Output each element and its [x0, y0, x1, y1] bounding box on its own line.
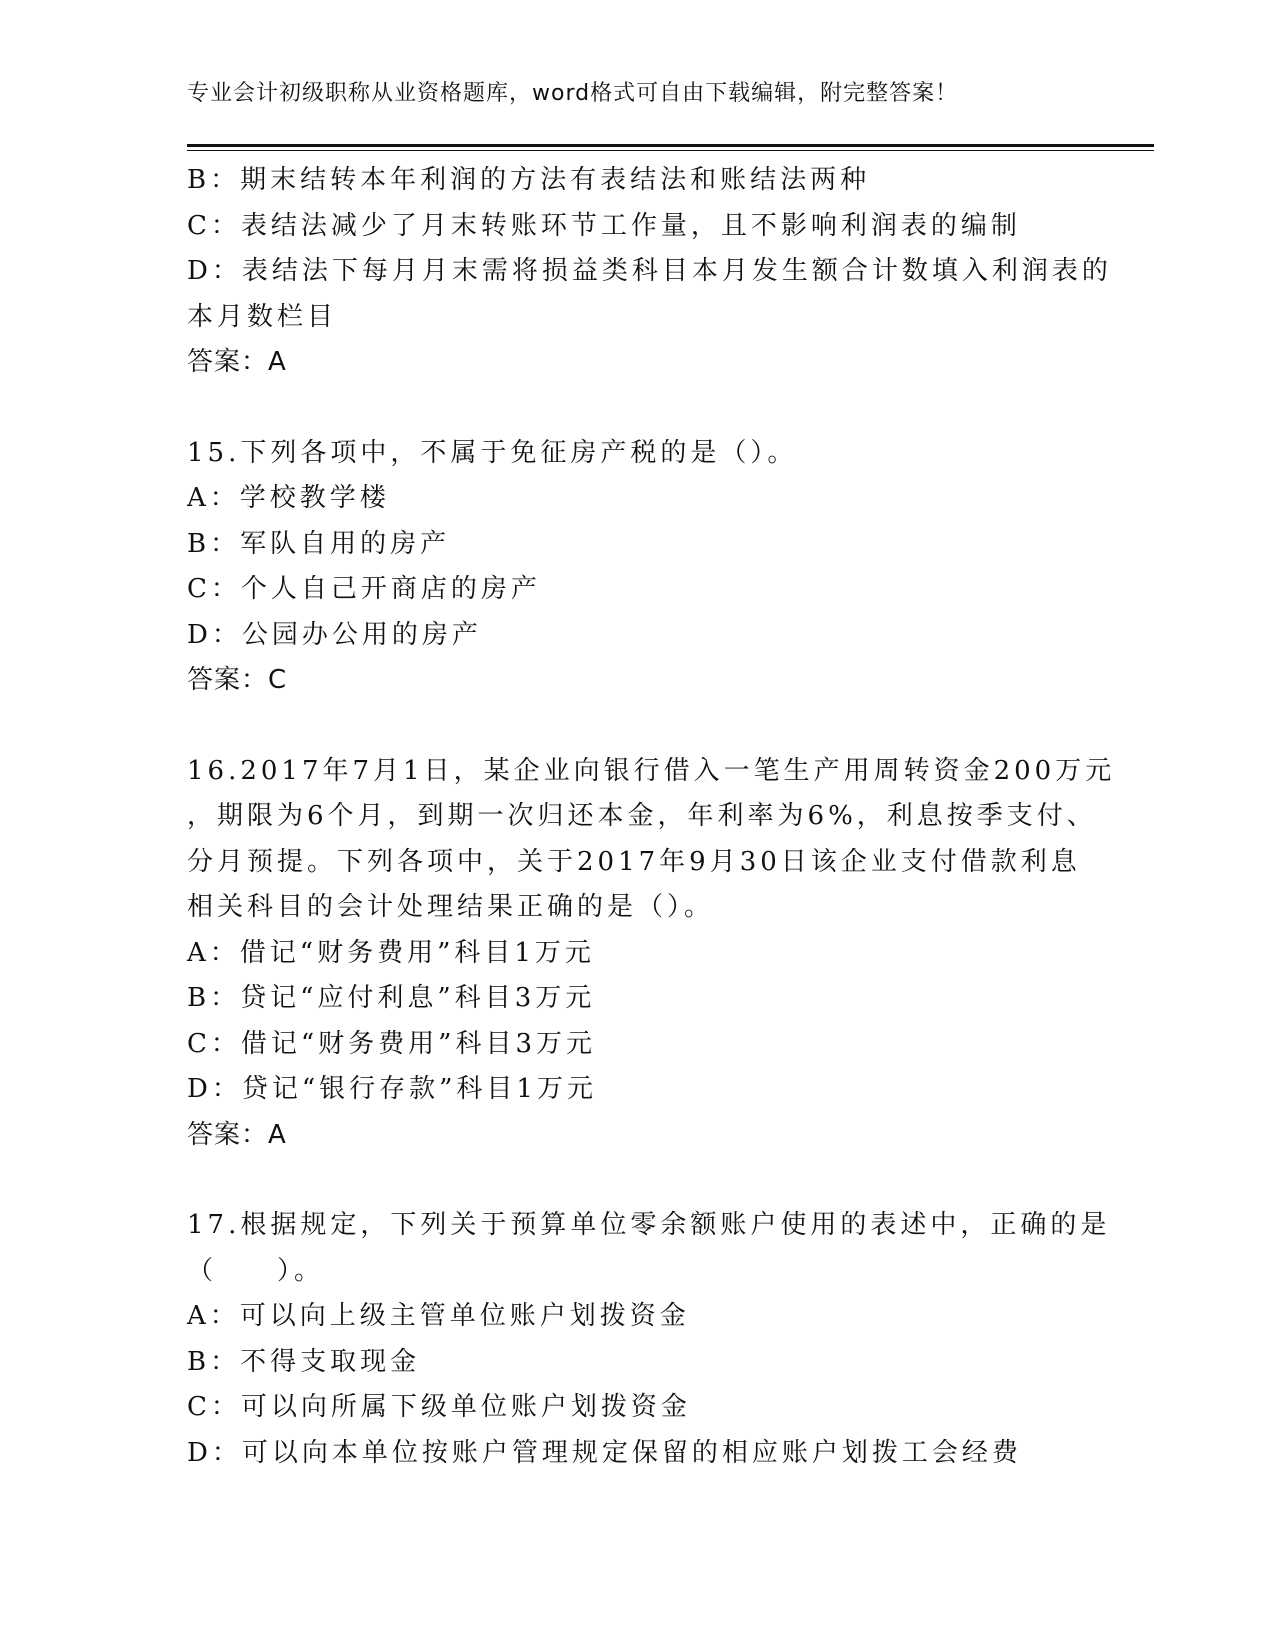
header-rule-thick [187, 144, 1154, 147]
option-b: B：不得支取现金 [187, 1346, 421, 1377]
question-text-continued: ，期限为6个月，到期一次归还本金，年利率为6%，利息按季支付、 [187, 801, 1097, 831]
option-d-continued: 本月数栏目 [187, 301, 338, 332]
question-text-continued: 相关科目的会计处理结果正确的是（）。 [187, 892, 715, 922]
question-text: 16.2017年7月1日，某企业向银行借入一笔生产用周转资金200万元 [187, 755, 1116, 786]
option-a: A：可以向上级主管单位账户划拨资金 [187, 1301, 690, 1331]
question-text: 15.下列各项中，不属于免征房产税的是（）。 [187, 437, 798, 468]
option-b: B：贷记“应付利息”科目3万元 [187, 983, 596, 1013]
question-content [187, 158, 1116, 1476]
question-text-continued: （ ）。 [187, 1255, 325, 1286]
question-text: 17.根据规定，下列关于预算单位零余额账户使用的表述中，正确的是 [187, 1210, 1111, 1240]
question-16 [187, 749, 1116, 1159]
continued-question [187, 158, 1112, 386]
page-header: 专业会计初级职称从业资格题库，word格式可自由下载编辑，附完整答案！ [187, 81, 959, 106]
question-17 [187, 1203, 1111, 1476]
question-15 [187, 431, 1087, 704]
option-d: D：可以向本单位按账户管理规定保留的相应账户划拨工会经费 [187, 1437, 1022, 1468]
option-c: C：借记“财务费用”科目3万元 [187, 1028, 597, 1059]
option-c: C：可以向所属下级单位账户划拨资金 [187, 1392, 691, 1422]
answer-line: 答案：A [187, 1119, 287, 1150]
option-b: B：期末结转本年利润的方法有表结法和账结法两种 [187, 165, 871, 195]
option-a: A：借记“财务费用”科目1万元 [187, 937, 595, 968]
header-rule-thin [187, 150, 1154, 151]
answer-line: 答案：C [187, 665, 288, 695]
spacer [187, 386, 1087, 431]
option-c: C：个人自己开商店的房产 [187, 574, 541, 604]
spacer [187, 704, 1087, 749]
option-d: D：公园办公用的房产 [187, 619, 482, 650]
option-c: C：表结法减少了月末转账环节工作量，且不影响利润表的编制 [187, 210, 1021, 241]
option-d: D：贷记“银行存款”科目1万元 [187, 1074, 597, 1104]
spacer [187, 1158, 1087, 1203]
option-b: B：军队自用的房产 [187, 528, 451, 559]
answer-line: 答案：A [187, 347, 287, 377]
option-a: A：学校教学楼 [187, 483, 390, 513]
option-d: D：表结法下每月月末需将损益类科目本月发生额合计数填入利润表的 [187, 256, 1112, 286]
question-text-continued: 分月预提。下列各项中，关于2017年9月30日该企业支付借款利息 [187, 846, 1081, 877]
